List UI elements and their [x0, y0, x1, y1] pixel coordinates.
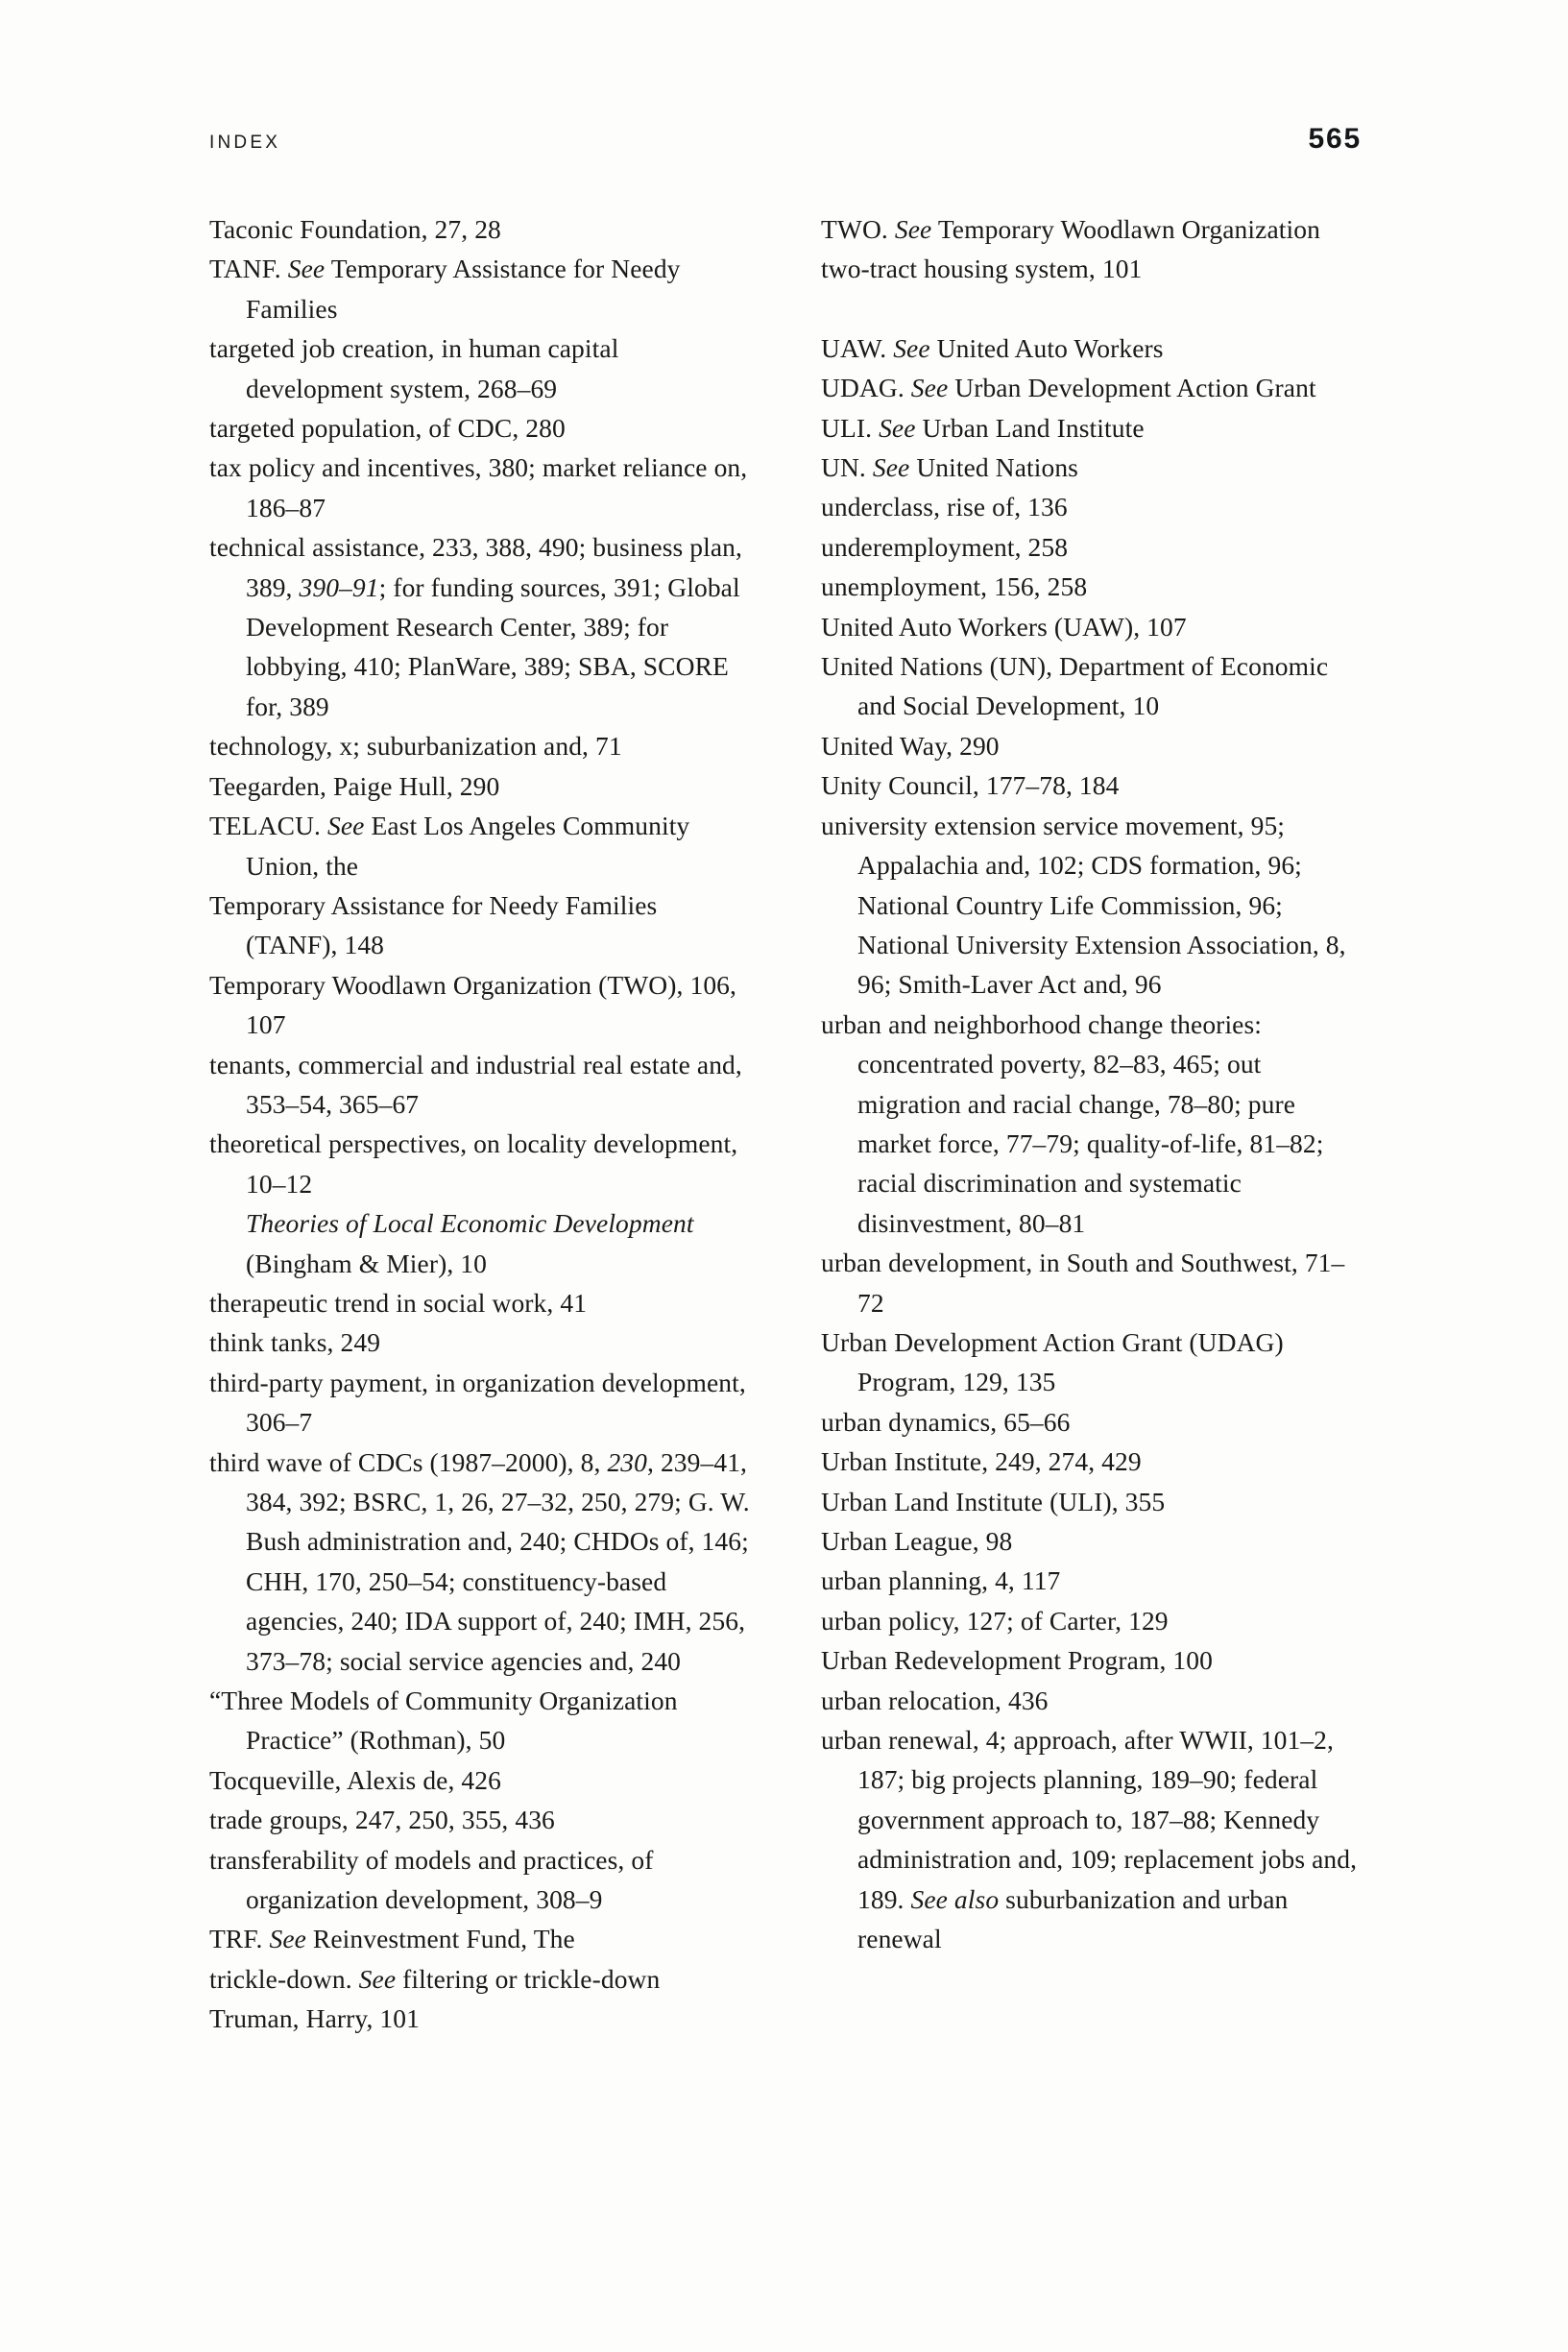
- index-entry: [821, 567, 1363, 606]
- index-entry: [209, 527, 752, 726]
- page-number: 565: [1308, 123, 1362, 155]
- index-entry-italic: See: [893, 332, 930, 363]
- index-entry: [821, 1243, 1363, 1322]
- index-entry: [821, 328, 1363, 368]
- index-entry-text: urban policy, 127; of Carter, 129: [821, 1605, 1169, 1636]
- index-entry-text: Tocqueville, Alexis de, 426: [209, 1764, 501, 1795]
- index-entry: [209, 885, 752, 965]
- index-entry: [821, 806, 1363, 1005]
- index-entry-text: United Auto Workers (UAW), 107: [821, 611, 1187, 642]
- index-entry: [821, 1681, 1363, 1720]
- index-entry: [821, 1322, 1363, 1402]
- index-entry-text: United Auto Workers: [929, 332, 1164, 363]
- index-entry: [209, 1203, 752, 1283]
- index-entry: [209, 766, 752, 806]
- index-entry-italic: See: [269, 1924, 306, 1954]
- index-entry-text: urban and neighborhood change theories: concentrated poverty, 82–83, 465; out migration and racial change, 78–80; pure market force, 77–79; quality-of-life, 81–82; racial discrimination and systematic disinvestment, 80–81: [821, 1008, 1324, 1238]
- index-entry-text: underemployment, 258: [821, 531, 1069, 562]
- running-head: INDEX: [209, 133, 281, 153]
- index-entry: [821, 1005, 1363, 1243]
- index-entry: [209, 1443, 752, 1681]
- index-entry: [821, 1601, 1363, 1640]
- index-entry-italic: See: [879, 412, 916, 443]
- index-entry: [821, 408, 1363, 448]
- index-entry-text: TRF.: [209, 1924, 270, 1954]
- index-columns: [209, 209, 1364, 2039]
- index-entry-text: technical assistance, 233, 388, 490; business plan, 389,: [209, 532, 742, 602]
- index-entry: [821, 765, 1363, 805]
- index-entry: [821, 487, 1363, 526]
- index-entry-text: filtering or trickle-down: [396, 1963, 661, 1994]
- index-entry-text: Urban Development Action Grant (UDAG) Program, 129, 135: [821, 1326, 1284, 1397]
- index-entry-text: tenants, commercial and industrial real estate and, 353–54, 365–67: [209, 1049, 742, 1119]
- index-entry: [821, 1561, 1363, 1600]
- index-entry-text: (Bingham & Mier), 10: [246, 1248, 487, 1278]
- index-entry-text: “Three Models of Community Organization Practice” (Rothman), 50: [209, 1685, 678, 1756]
- index-entry: [209, 806, 752, 885]
- index-column-right: [821, 209, 1363, 2039]
- index-entry-text: Temporary Assistance for Needy Families (TANF), 148: [209, 889, 658, 960]
- index-entry-text: two-tract housing system, 101: [821, 254, 1143, 284]
- index-entry-text: UAW.: [821, 332, 894, 363]
- index-entry: [209, 1322, 752, 1362]
- index-entry-text: Temporary Woodlawn Organization: [931, 214, 1320, 244]
- index-entry: [209, 328, 752, 408]
- index-entry: [209, 1681, 752, 1760]
- index-entry: [821, 1402, 1363, 1442]
- index-entry-italic: 390–91: [299, 571, 379, 602]
- index-entry-text: East Los Angeles Community Union, the: [246, 811, 690, 881]
- index-entry-italic: See: [287, 254, 326, 284]
- index-entry-text: urban planning, 4, 117: [821, 1565, 1061, 1596]
- index-entry-text: UN.: [821, 452, 873, 483]
- index-entry: [821, 1640, 1363, 1680]
- index-entry: [821, 1442, 1363, 1481]
- index-entry: [209, 1999, 752, 2038]
- index-entry: [209, 1760, 752, 1800]
- index-entry: [209, 209, 752, 249]
- index-entry-text: Urban Institute, 249, 274, 429: [821, 1446, 1142, 1477]
- index-entry: [821, 607, 1363, 646]
- index-entry: [209, 1283, 752, 1322]
- index-entry-italic: Theories of Local Economic Development: [246, 1208, 694, 1239]
- index-entry: [209, 249, 752, 328]
- index-entry-italic: See also: [910, 1883, 1000, 1914]
- index-entry-text: urban renewal, 4; approach, after WWII, 101–2, 187; big projects planning, 189–90; federal government approach to, 187–88; Kennedy administration and, 109; replacement jobs and, 189.: [821, 1725, 1358, 1914]
- index-entry-text: transferability of models and practices, of organization development, 308–9: [209, 1844, 654, 1915]
- index-entry-text: Urban Redevelopment Program, 100: [821, 1645, 1213, 1676]
- index-entry-italic: 230: [607, 1446, 647, 1477]
- letter-break-spacer: [821, 289, 1363, 328]
- index-entry: [821, 448, 1363, 487]
- index-entry-text: therapeutic trend in social work, 41: [209, 1287, 588, 1318]
- index-entry-text: targeted population, of CDC, 280: [209, 413, 566, 444]
- index-entry: [209, 1959, 752, 1999]
- page-header: [209, 123, 1362, 156]
- index-entry-italic: See: [910, 373, 949, 403]
- index-entry: [209, 726, 752, 765]
- index-entry-text: Taconic Foundation, 27, 28: [209, 214, 501, 244]
- index-entry-text: UDAG.: [821, 373, 911, 403]
- index-entry-text: Temporary Assistance for Needy Families: [246, 254, 681, 324]
- index-entry-text: technology, x; suburbanization and, 71: [209, 731, 622, 762]
- index-entry: [209, 448, 752, 527]
- index-entry-text: trickle-down.: [209, 1963, 359, 1994]
- index-entry-text: Urban League, 98: [821, 1526, 1013, 1556]
- index-entry-text: TWO.: [821, 214, 895, 244]
- index-entry-text: suburbanization and urban renewal: [857, 1883, 1289, 1954]
- index-entry: [821, 368, 1363, 407]
- index-entry-text: TELACU.: [209, 811, 328, 841]
- index-entry-text: unemployment, 156, 258: [821, 571, 1088, 602]
- index-entry: [821, 1482, 1363, 1521]
- index-entry-text: trade groups, 247, 250, 355, 436: [209, 1805, 555, 1835]
- index-entry: [821, 1521, 1363, 1561]
- index-entry-text: United Nations (UN), Department of Economic and Social Development, 10: [821, 651, 1329, 721]
- index-entry: [821, 726, 1363, 765]
- index-entry-text: United Nations: [909, 452, 1078, 483]
- index-entry-text: Unity Council, 177–78, 184: [821, 770, 1120, 801]
- index-entry-text: underclass, rise of, 136: [821, 492, 1068, 522]
- index-entry-text: United Way, 290: [821, 730, 1000, 761]
- index-entry-text: ; for funding sources, 391; Global Development Research Center, 389; for lobbying, 410; PlanWare, 389; SBA, SCORE for, 389: [246, 571, 740, 721]
- index-entry: [209, 1363, 752, 1443]
- index-entry-text: tax policy and incentives, 380; market reliance on, 186–87: [209, 452, 748, 522]
- index-entry-text: university extension service movement, 95; Appalachia and, 102; CDS formation, 96; National Country Life Commission, 96; National University Extension Association, 8, 96; Smith-Laver Act and, 96: [821, 810, 1346, 1000]
- index-entry-text: TANF.: [209, 254, 288, 284]
- index-entry-text: theoretical perspectives, on locality development, 10–12: [209, 1128, 738, 1199]
- index-entry-italic: See: [872, 452, 910, 483]
- index-entry-text: urban development, in South and Southwest, 71–72: [821, 1248, 1345, 1318]
- index-entry-text: think tanks, 249: [209, 1327, 381, 1358]
- index-entry: [821, 209, 1363, 249]
- index-entry-text: urban relocation, 436: [821, 1685, 1049, 1715]
- index-column-left: [209, 209, 752, 2039]
- index-entry-text: Truman, Harry, 101: [209, 2003, 420, 2034]
- index-entry: [821, 646, 1363, 726]
- index-entry: [209, 1045, 752, 1125]
- index-entry-text: third-party payment, in organization development, 306–7: [209, 1367, 746, 1438]
- index-entry-text: Urban Land Institute: [915, 412, 1145, 443]
- index-entry: [821, 527, 1363, 567]
- index-entry: [209, 1124, 752, 1203]
- index-entry-text: urban dynamics, 65–66: [821, 1406, 1071, 1437]
- index-entry-text: Temporary Woodlawn Organization (TWO), 106, 107: [209, 969, 736, 1040]
- index-entry: [209, 1919, 752, 1958]
- index-entry: [209, 1840, 752, 1920]
- index-entry-text: third wave of CDCs (1987–2000), 8,: [209, 1446, 608, 1477]
- index-entry-text: Teegarden, Paige Hull, 290: [209, 770, 500, 801]
- index-entry-text: , 239–41, 384, 392; BSRC, 1, 26, 27–32, 250, 279; G. W. Bush administration and, 240; CHDOs of, 146; CHH, 170, 250–54; constituency-based agencies, 240; IDA support of, 240; IMH, 256, 373–78; social service agencies and, 240: [246, 1446, 750, 1676]
- index-entry: [821, 249, 1363, 288]
- index-entry-text: Urban Land Institute (ULI), 355: [821, 1486, 1166, 1516]
- index-entry-text: Reinvestment Fund, The: [305, 1924, 575, 1954]
- index-entry-text: targeted job creation, in human capital development system, 268–69: [209, 333, 619, 403]
- index-entry: [209, 408, 752, 448]
- index-entry-italic: See: [894, 214, 932, 244]
- index-entry: [209, 1800, 752, 1839]
- index-entry-italic: See: [327, 811, 365, 841]
- index-entry-italic: See: [358, 1963, 397, 1994]
- index-entry-text: ULI.: [821, 412, 880, 443]
- index-entry-text: Urban Development Action Grant: [948, 373, 1316, 403]
- index-entry: [209, 965, 752, 1045]
- index-entry: [821, 1720, 1363, 1958]
